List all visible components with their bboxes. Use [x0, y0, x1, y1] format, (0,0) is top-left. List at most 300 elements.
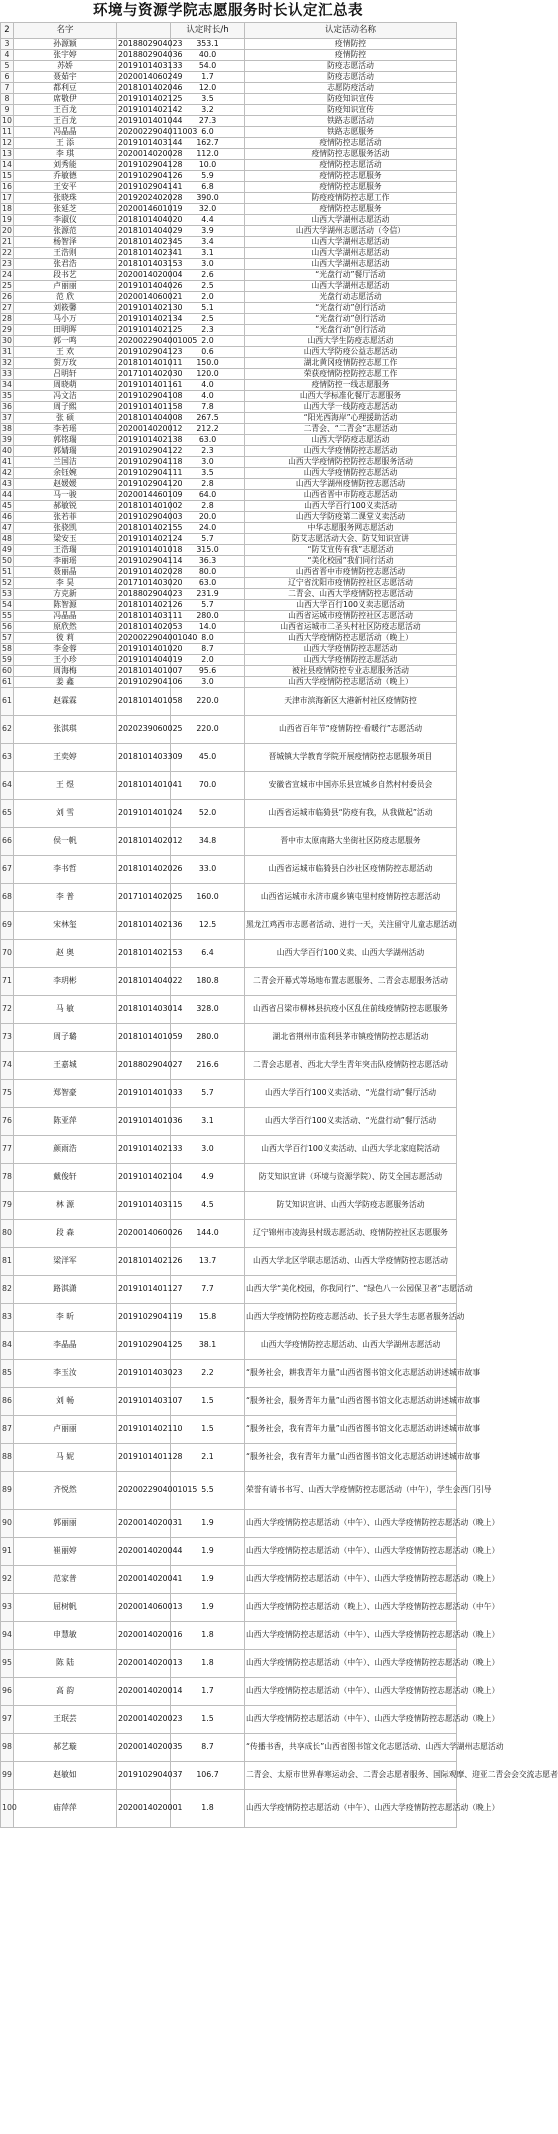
table-row: [1, 1052, 457, 1080]
table-row: [1, 1164, 457, 1192]
row-number: 43: [2, 478, 12, 488]
name-cell: 郭丽丽: [14, 1510, 117, 1538]
name-cell: 姜 鑫: [14, 677, 117, 688]
row-number: 37: [2, 412, 12, 422]
name-cell: 李金蓉: [14, 644, 117, 655]
hours-cell: 2.3: [171, 325, 245, 336]
activity-cell: 山西大学百行100义卖活动、“光盘行动”餐厅活动: [245, 1108, 457, 1136]
row-number: 86: [1, 1388, 14, 1416]
activity-cell: 山西大学疫情防控志愿活动（中午）、山西大学疫情防控志愿活动（晚上）: [245, 1706, 457, 1734]
student-id-cell: 2020014460109: [118, 489, 183, 499]
student-id-cell: 2019101401024: [117, 800, 171, 828]
hours-cell: 162.7: [171, 138, 245, 149]
table-row: [1, 1080, 457, 1108]
hours-cell: 13.7: [171, 1248, 245, 1276]
student-id-cell: 2018101402136: [117, 912, 171, 940]
row-number: 34: [2, 379, 12, 389]
activity-cell: 二青会、太原市世界春寒运动会、二青会志愿者服务、国际观摩、迎亚二青会会交流志愿者: [245, 1762, 457, 1790]
table-row: [1, 380, 457, 391]
table-row: [1, 182, 457, 193]
name-cell: 陈 陆: [14, 1650, 117, 1678]
table-row: [1, 856, 457, 884]
student-id-cell: 2019101401161: [118, 379, 183, 389]
activity-cell: 山西省晋中市疫情防控志愿活动: [245, 567, 457, 578]
hours-cell: 2.8: [171, 479, 245, 490]
row-number: 78: [1, 1164, 14, 1192]
table-row: [1, 402, 457, 413]
activity-cell: 山西大学标准化餐厅志愿服务: [245, 391, 457, 402]
name-cell: 卢丽丽: [14, 281, 117, 292]
row-number: 98: [1, 1734, 14, 1762]
row-number: 45: [2, 500, 12, 510]
row-number: 61: [2, 676, 12, 686]
table-row: [1, 884, 457, 912]
hours-cell: 5.1: [171, 303, 245, 314]
activity-cell: “服务社会，服务青年力量”山西省图书馆文化志愿活动讲述城市故事: [245, 1388, 457, 1416]
table-row: [1, 1248, 457, 1276]
student-id-cell: 2019102904120: [118, 478, 183, 488]
activity-cell: 山西大学疫情防控志愿活动（中午）、山西大学疫情防控志愿活动（晚上）: [245, 1510, 457, 1538]
table-row: [1, 303, 457, 314]
name-cell: 刘筱馨: [14, 303, 117, 314]
student-id-cell: 2018101401007: [118, 665, 183, 675]
activity-cell: 疫情防控志愿活动: [245, 160, 457, 171]
name-cell: 齐悦然: [14, 1472, 117, 1510]
activity-cell: “服务社会，我有青年力量”山西省图书馆文化志愿活动讲述城市故事: [245, 1444, 457, 1472]
row-number: 6: [1, 72, 14, 83]
student-id-cell: 2019101401018: [118, 544, 183, 554]
hours-cell: 3.1: [171, 1108, 245, 1136]
student-id-cell: 2020014020023: [117, 1706, 171, 1734]
activity-cell: 铁路志愿服务: [245, 127, 457, 138]
row-number: 62: [1, 716, 14, 744]
student-id-cell: 2020014020035: [117, 1734, 171, 1762]
table-row: [1, 1622, 457, 1650]
header-row: [1, 23, 457, 39]
table-row: [1, 512, 457, 523]
hours-cell: 15.8: [171, 1304, 245, 1332]
name-cell: 郑智豪: [14, 1080, 117, 1108]
hours-cell: 6.4: [171, 940, 245, 968]
activity-cell: “光盘行动”创行活动: [245, 303, 457, 314]
table-row: [1, 83, 457, 94]
row-number: 84: [1, 1332, 14, 1360]
activity-cell: 山西大学百行100义卖活动、“光盘行动”餐厅活动: [245, 1080, 457, 1108]
activity-cell: 山西大学疫情防控志愿活动（中午）、山西大学疫情防控志愿活动（晚上）: [245, 1622, 457, 1650]
student-id-cell: 2018101401059: [117, 1024, 171, 1052]
table-row: [1, 1790, 457, 1828]
activity-cell: 志愿防疫活动: [245, 83, 457, 94]
student-id-cell: 2019101402125: [118, 93, 183, 103]
table-row: [1, 160, 457, 171]
hours-cell: 3.1: [171, 248, 245, 259]
table-row: [1, 1594, 457, 1622]
row-number: 64: [1, 772, 14, 800]
activity-cell: 山西大学疫情防控志愿活动（中午）、山西大学疫情防控志愿活动（晚上）: [245, 1790, 457, 1828]
hours-cell: 34.8: [171, 828, 245, 856]
table-row: [1, 1678, 457, 1706]
activity-cell: 山西大学湖州志愿活动: [245, 281, 457, 292]
table-row: [1, 1566, 457, 1594]
row-number: 80: [1, 1220, 14, 1248]
student-id-cell: 2018101402341: [118, 247, 183, 257]
table-row: [1, 666, 457, 677]
name-cell: 李晶晶: [14, 1332, 117, 1360]
activity-cell: 疫情防控: [245, 39, 457, 50]
activity-cell: 晋城镇大学教育学院开展疫情防控志愿服务项目: [245, 744, 457, 772]
row-number: 20: [2, 225, 12, 235]
row-number: 8: [1, 94, 14, 105]
row-number: 4: [1, 50, 14, 61]
activity-cell: 天津市滨海新区大港新村社区疫情防控: [245, 688, 457, 716]
row-number: 67: [1, 856, 14, 884]
activity-cell: 山西大学湖州志愿活动: [245, 215, 457, 226]
student-id-cell: 2019101402133: [117, 1136, 171, 1164]
row-number: 51: [2, 566, 12, 576]
row-number: 57: [2, 632, 12, 642]
activity-cell: 山西大学湖州疫情防控志愿活动: [245, 479, 457, 490]
student-id-cell: 2020014601019: [118, 203, 183, 213]
summary-table: [0, 22, 558, 1828]
activity-cell: 山西大学疫情防控志愿活动（中午）、山西大学疫情防控志愿活动（晚上）: [245, 1566, 457, 1594]
student-id-cell: 2018101403014: [117, 996, 171, 1024]
activity-cell: “阳光西海岸”心理援助活动: [245, 413, 457, 424]
hours-cell: 1.9: [171, 1594, 245, 1622]
hours-cell: 24.0: [171, 523, 245, 534]
activity-cell: 安徽省宣城市中国亦乐县宣城乡自然村村委员会: [245, 772, 457, 800]
name-cell: 申慧敏: [14, 1622, 117, 1650]
hours-cell: 54.0: [171, 61, 245, 72]
student-id-cell: 2019101403144: [118, 137, 183, 147]
name-cell: 王浩则: [14, 248, 117, 259]
student-id-cell: 2018101401002: [118, 500, 183, 510]
name-cell: 张若菲: [14, 512, 117, 523]
activity-cell: 山西省百年节“疫情防控·看暖行”志愿活动: [245, 716, 457, 744]
name-cell: 林 源: [14, 1192, 117, 1220]
activity-cell: 山西大学一线防疫志愿活动: [245, 402, 457, 413]
activity-cell: “光盘行动”创行活动: [245, 314, 457, 325]
name-cell: 都利豆: [14, 83, 117, 94]
activity-cell: 山西大学疫情防控志愿活动: [245, 468, 457, 479]
hours-cell: 112.0: [171, 149, 245, 160]
hours-cell: 3.0: [171, 1136, 245, 1164]
hours-cell: 27.3: [171, 116, 245, 127]
name-cell: 彼 莉: [14, 633, 117, 644]
student-id-cell: 2019102904128: [118, 159, 183, 169]
row-number: 75: [1, 1080, 14, 1108]
name-cell: 高 韵: [14, 1678, 117, 1706]
name-cell: 方克新: [14, 589, 117, 600]
row-number: 17: [2, 192, 12, 202]
table-row: [1, 545, 457, 556]
table-row: [1, 39, 457, 50]
hours-cell: 52.0: [171, 800, 245, 828]
student-id-cell: 2018802904023: [118, 588, 183, 598]
student-id-cell: 2018101404029: [118, 225, 183, 235]
table-row: [1, 413, 457, 424]
table-row: [1, 1136, 457, 1164]
table-row: [1, 940, 457, 968]
row-number: 21: [2, 236, 12, 246]
hours-cell: 4.0: [171, 391, 245, 402]
activity-cell: 山西大学防疫公益志愿活动: [245, 347, 457, 358]
name-cell: 梁安玉: [14, 534, 117, 545]
table-row: [1, 1538, 457, 1566]
row-number: 55: [2, 610, 12, 620]
table-row: [1, 1332, 457, 1360]
hours-cell: 5.9: [171, 171, 245, 182]
table-row: [1, 1276, 457, 1304]
row-number: 42: [2, 467, 12, 477]
activity-cell: 山西省运城市二圣头村社区防疫志愿活动: [245, 622, 457, 633]
table-row: [1, 435, 457, 446]
student-id-cell: 2020014020012: [118, 423, 183, 433]
row-number: 58: [2, 643, 12, 653]
table-row: [1, 600, 457, 611]
hours-cell: 4.0: [171, 380, 245, 391]
row-number: 71: [1, 968, 14, 996]
student-id-cell: 2019101401036: [117, 1108, 171, 1136]
student-id-cell: 2020014060013: [117, 1594, 171, 1622]
hours-cell: 64.0: [171, 490, 245, 501]
student-id-cell: 2019101403107: [117, 1388, 171, 1416]
row-number: 31: [2, 346, 12, 356]
activity-cell: 山西大学生防疫志愿活动: [245, 336, 457, 347]
hours-cell: 5.7: [171, 600, 245, 611]
row-number: 3: [1, 39, 14, 50]
student-id-cell: 2019102904123: [118, 346, 183, 356]
row-number: 35: [2, 390, 12, 400]
student-id-cell: 2017101402030: [118, 368, 183, 378]
student-id-cell: 2020014020016: [117, 1622, 171, 1650]
table-row: [1, 633, 457, 644]
activity-cell: 山西大学湖州志愿活动: [245, 259, 457, 270]
row-number-header: 2: [1, 23, 14, 39]
name-cell: 王奕婷: [14, 744, 117, 772]
activity-cell: 疫情防控志愿服务: [245, 204, 457, 215]
name-cell: 庙萍萍: [14, 1790, 117, 1828]
table-row: [1, 171, 457, 182]
hours-cell: 150.0: [171, 358, 245, 369]
student-id-cell: 2018101401058: [117, 688, 171, 716]
name-cell: 郝敏锐: [14, 501, 117, 512]
activity-cell: 山西大学“美化校园，你我同行”、“绿色八一公园保卫者”志愿活动: [245, 1276, 457, 1304]
activity-cell: 疫情防控志愿活动: [245, 138, 457, 149]
activity-cell: 山西大学防疫志愿活动: [245, 435, 457, 446]
row-number: 56: [2, 621, 12, 631]
table-row: [1, 479, 457, 490]
row-number: 59: [2, 654, 12, 664]
table-row: [1, 534, 457, 545]
name-cell: 周子熙: [14, 402, 117, 413]
hours-cell: 280.0: [171, 611, 245, 622]
student-id-cell: 2017101402025: [117, 884, 171, 912]
hours-cell: 1.7: [171, 72, 245, 83]
activity-cell: 山西大学北区学联志愿活动、山西大学疫情防控志愿活动: [245, 1248, 457, 1276]
row-number: 19: [2, 214, 12, 224]
name-cell: 乔敏德: [14, 171, 117, 182]
hours-cell: 3.2: [171, 105, 245, 116]
name-cell: 陈智源: [14, 600, 117, 611]
activity-cell: 山西大学百行100义卖、山西大学湖州活动: [245, 940, 457, 968]
name-cell: 李 普: [14, 884, 117, 912]
row-number: 32: [2, 357, 12, 367]
activity-cell: 防疫知识宣传: [245, 105, 457, 116]
row-number: 68: [1, 884, 14, 912]
row-number: 89: [1, 1472, 14, 1510]
table-row: [1, 215, 457, 226]
table-row: [1, 716, 457, 744]
row-number: 9: [1, 105, 14, 116]
activity-cell: 山西大学百行100义卖志愿活动: [245, 600, 457, 611]
name-cell: 梁洋军: [14, 1248, 117, 1276]
row-number: 91: [1, 1538, 14, 1566]
hours-cell: 106.7: [171, 1762, 245, 1790]
name-cell: 王安平: [14, 182, 117, 193]
table-row: [1, 61, 457, 72]
activity-cell: 疫情防控志愿服务: [245, 171, 457, 182]
activity-cell: “传播书香，共享成长”山西省图书馆文化志愿活动、山西大学湖州志愿活动: [245, 1734, 457, 1762]
hours-cell: 3.9: [171, 226, 245, 237]
row-number: 23: [2, 258, 12, 268]
table-row: [1, 589, 457, 600]
activity-cell: 光盘行动志愿活动: [245, 292, 457, 303]
student-id-cell: 2019101402142: [118, 104, 183, 114]
table-row: [1, 996, 457, 1024]
row-number: 74: [1, 1052, 14, 1080]
hours-cell: 1.8: [171, 1790, 245, 1828]
student-id-cell: 2020022904011003: [118, 126, 198, 136]
activity-cell: 山西大学疫情防控志愿活动（晚上）、山西大学疫情防控志愿活动（中午）: [245, 1594, 457, 1622]
hours-cell: 63.0: [171, 435, 245, 446]
student-id-cell: 2019102904125: [117, 1332, 171, 1360]
row-number: 61: [1, 688, 14, 716]
table-row: [1, 828, 457, 856]
name-cell: 赵霖霖: [14, 688, 117, 716]
hours-cell: 4.4: [171, 215, 245, 226]
activity-cell: “防艾宣传有我”志愿活动: [245, 545, 457, 556]
activity-cell: 荣获疫情防控防控志愿工作: [245, 369, 457, 380]
activity-cell: 山西省运城市临猗县白沙社区疫情防控志愿活动: [245, 856, 457, 884]
table-row: [1, 149, 457, 160]
name-cell: 吕明轩: [14, 369, 117, 380]
name-cell: 范 欣: [14, 292, 117, 303]
row-number: 18: [2, 203, 12, 213]
table-row: [1, 1650, 457, 1678]
activity-cell: 防艾志愿活动大会、防艾知识宣讲: [245, 534, 457, 545]
student-id-cell: 2018101401011: [118, 357, 183, 367]
table-row: [1, 347, 457, 358]
student-id-cell: 2019101402028: [118, 566, 183, 576]
student-id-cell: 2020014060249: [118, 71, 183, 81]
hours-cell: 4.9: [171, 1164, 245, 1192]
activity-cell: 山西省吕梁市柳林县抗疫小区乱住前线疫情防控志愿服务: [245, 996, 457, 1024]
row-number: 85: [1, 1360, 14, 1388]
row-number: 13: [2, 148, 12, 158]
table-row: [1, 358, 457, 369]
hours-cell: 1.9: [171, 1510, 245, 1538]
row-number: 26: [2, 291, 12, 301]
hours-cell: 328.0: [171, 996, 245, 1024]
table-row: [1, 127, 457, 138]
table-row: [1, 1444, 457, 1472]
table-row: [1, 424, 457, 435]
activity-cell: 防艾知识宣讲（环境与资源学院）、防艾全国志愿活动: [245, 1164, 457, 1192]
hours-cell: 2.0: [171, 655, 245, 666]
table-row: [1, 1192, 457, 1220]
name-cell: 李 昕: [14, 1304, 117, 1332]
row-number: 10: [2, 115, 12, 125]
student-id-cell: 2020014020001: [117, 1790, 171, 1828]
hours-cell: 2.0: [171, 336, 245, 347]
student-id-cell: 2019102904114: [118, 555, 183, 565]
student-id-cell: 2019101402110: [117, 1416, 171, 1444]
column-header-activity: 认定活动名称: [245, 23, 457, 39]
name-cell: 张骁凯: [14, 523, 117, 534]
hours-cell: 1.8: [171, 1622, 245, 1650]
student-id-cell: 2019102904106: [118, 676, 183, 686]
hours-cell: 38.1: [171, 1332, 245, 1360]
activity-cell: 山西省晋中市防疫志愿活动: [245, 490, 457, 501]
table-row: [1, 193, 457, 204]
row-number: 48: [2, 533, 12, 543]
activity-cell: 山西大学湖州志愿活动（令信）: [245, 226, 457, 237]
row-number: 49: [2, 544, 12, 554]
table-row: [1, 446, 457, 457]
table-row: [1, 567, 457, 578]
name-cell: 王小珍: [14, 655, 117, 666]
column-header-hours: 认定时长/h: [171, 23, 245, 39]
row-number: 92: [1, 1566, 14, 1594]
hours-cell: 0.6: [171, 347, 245, 358]
name-cell: 贺万玫: [14, 358, 117, 369]
row-number: 12: [2, 137, 12, 147]
activity-cell: 山西大学疫情防控防控志愿服务活动: [245, 457, 457, 468]
hours-cell: 95.6: [171, 666, 245, 677]
sheet-title: 环境与资源学院志愿服务时长认定汇总表: [93, 3, 363, 19]
activity-cell: 铁路志愿活动: [245, 116, 457, 127]
name-cell: 张淇琪: [14, 716, 117, 744]
row-number: 54: [2, 599, 12, 609]
hours-cell: 20.0: [171, 512, 245, 523]
name-cell: 苏娇: [14, 61, 117, 72]
hours-cell: 220.0: [171, 716, 245, 744]
name-cell: 张宇婷: [14, 50, 117, 61]
student-id-cell: 2019102904126: [118, 170, 183, 180]
table-row: [1, 1388, 457, 1416]
activity-cell: 山西大学防疫第二课堂义卖活动: [245, 512, 457, 523]
hours-cell: 2.1: [171, 1444, 245, 1472]
name-cell: 郝艺璇: [14, 1734, 117, 1762]
student-id-cell: 2019101402130: [118, 302, 183, 312]
table-row: [1, 204, 457, 215]
hours-cell: 5.7: [171, 534, 245, 545]
student-id-cell: 2018101404022: [117, 968, 171, 996]
name-cell: 张延芝: [14, 204, 117, 215]
hours-cell: 216.6: [171, 1052, 245, 1080]
student-id-cell: 2018101402155: [118, 522, 183, 532]
name-cell: 李淑仪: [14, 215, 117, 226]
row-number: 93: [1, 1594, 14, 1622]
name-cell: 范家普: [14, 1566, 117, 1594]
student-id-cell: 2018101402012: [117, 828, 171, 856]
row-number: 87: [1, 1416, 14, 1444]
student-id-cell: 2018101403153: [118, 258, 183, 268]
row-number: 90: [1, 1510, 14, 1538]
table-row: [1, 1108, 457, 1136]
activity-cell: 荣誉有请书书写、山西大学疫情防控志愿活动（中午），学生会西门引导: [245, 1472, 457, 1510]
hours-cell: 2.0: [171, 292, 245, 303]
